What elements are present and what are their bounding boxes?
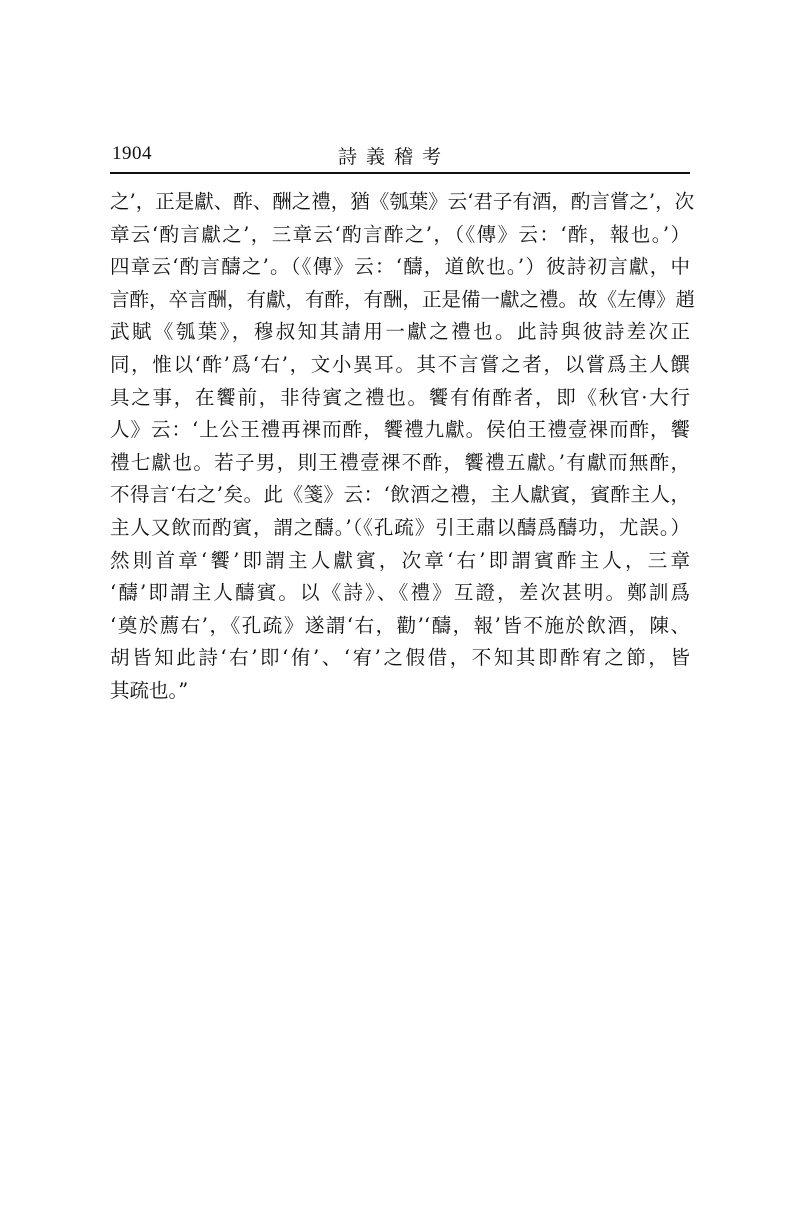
text-line: 四章云‘酌言醻之’。（《傳》云：‘醻，道飲也。’）彼詩初言獻，中 <box>110 255 690 279</box>
header-rule <box>110 172 690 174</box>
text-line: 主人又飲而酌賓，謂之醻。’（《孔疏》引王肅以醻爲醻功，尤誤。） <box>110 515 690 539</box>
text-line: 其疏也。” <box>110 678 189 702</box>
text-line: 武賦《瓠葉》，穆叔知其請用一獻之禮也。此詩與彼詩差次正 <box>110 320 690 344</box>
text-line: 具之事，在饗前，非待賓之禮也。饗有侑酢者，即《秋官·大行 <box>110 385 690 409</box>
page-number: 1904 <box>112 143 152 164</box>
text-line: 胡皆知此詩‘右’即‘侑’、‘宥’之假借，不知其即酢宥之節，皆 <box>110 646 690 670</box>
text-line: ‘奠於薦右’，《孔疏》遂謂‘右，勸’‘醻，報’皆不施於飲酒，陳、 <box>110 613 690 637</box>
text-line: 不得言‘右之’矣。此《箋》云：‘飲酒之禮，主人獻賓，賓酢主人， <box>110 483 690 507</box>
text-line: 人》云：‘上公王禮再祼而酢，饗禮九獻。侯伯王禮壹祼而酢，饗 <box>110 418 690 442</box>
text-line: 然則首章‘饗’即謂主人獻賓，次章‘右’即謂賓酢主人，三章 <box>110 548 690 572</box>
body-text <box>110 186 700 708</box>
text-line: 章云‘酌言獻之’，三章云‘酌言酢之’，（《傳》云：‘酢，報也。’） <box>110 222 690 246</box>
running-title: 詩義稽考 <box>338 146 451 168</box>
text-line: 同，惟以‘酢’爲‘右’，文小異耳。其不言嘗之者，以嘗爲主人饌 <box>110 352 690 376</box>
text-line: 禮七獻也。若子男，則王禮壹祼不酢，饗禮五獻。’有獻而無酢， <box>110 450 690 474</box>
text-line: ‘醻’即謂主人醻賓。以《詩》、《禮》互證，差次甚明。鄭訓爲 <box>110 581 690 605</box>
text-line: 言酢，卒言酬，有獻，有酢，有酬，正是備一獻之禮。故《左傳》趙 <box>110 287 696 311</box>
text-line: 之’，正是獻、酢、酬之禮，猶《瓠葉》云‘君子有酒，酌言嘗之’，次 <box>110 190 695 213</box>
